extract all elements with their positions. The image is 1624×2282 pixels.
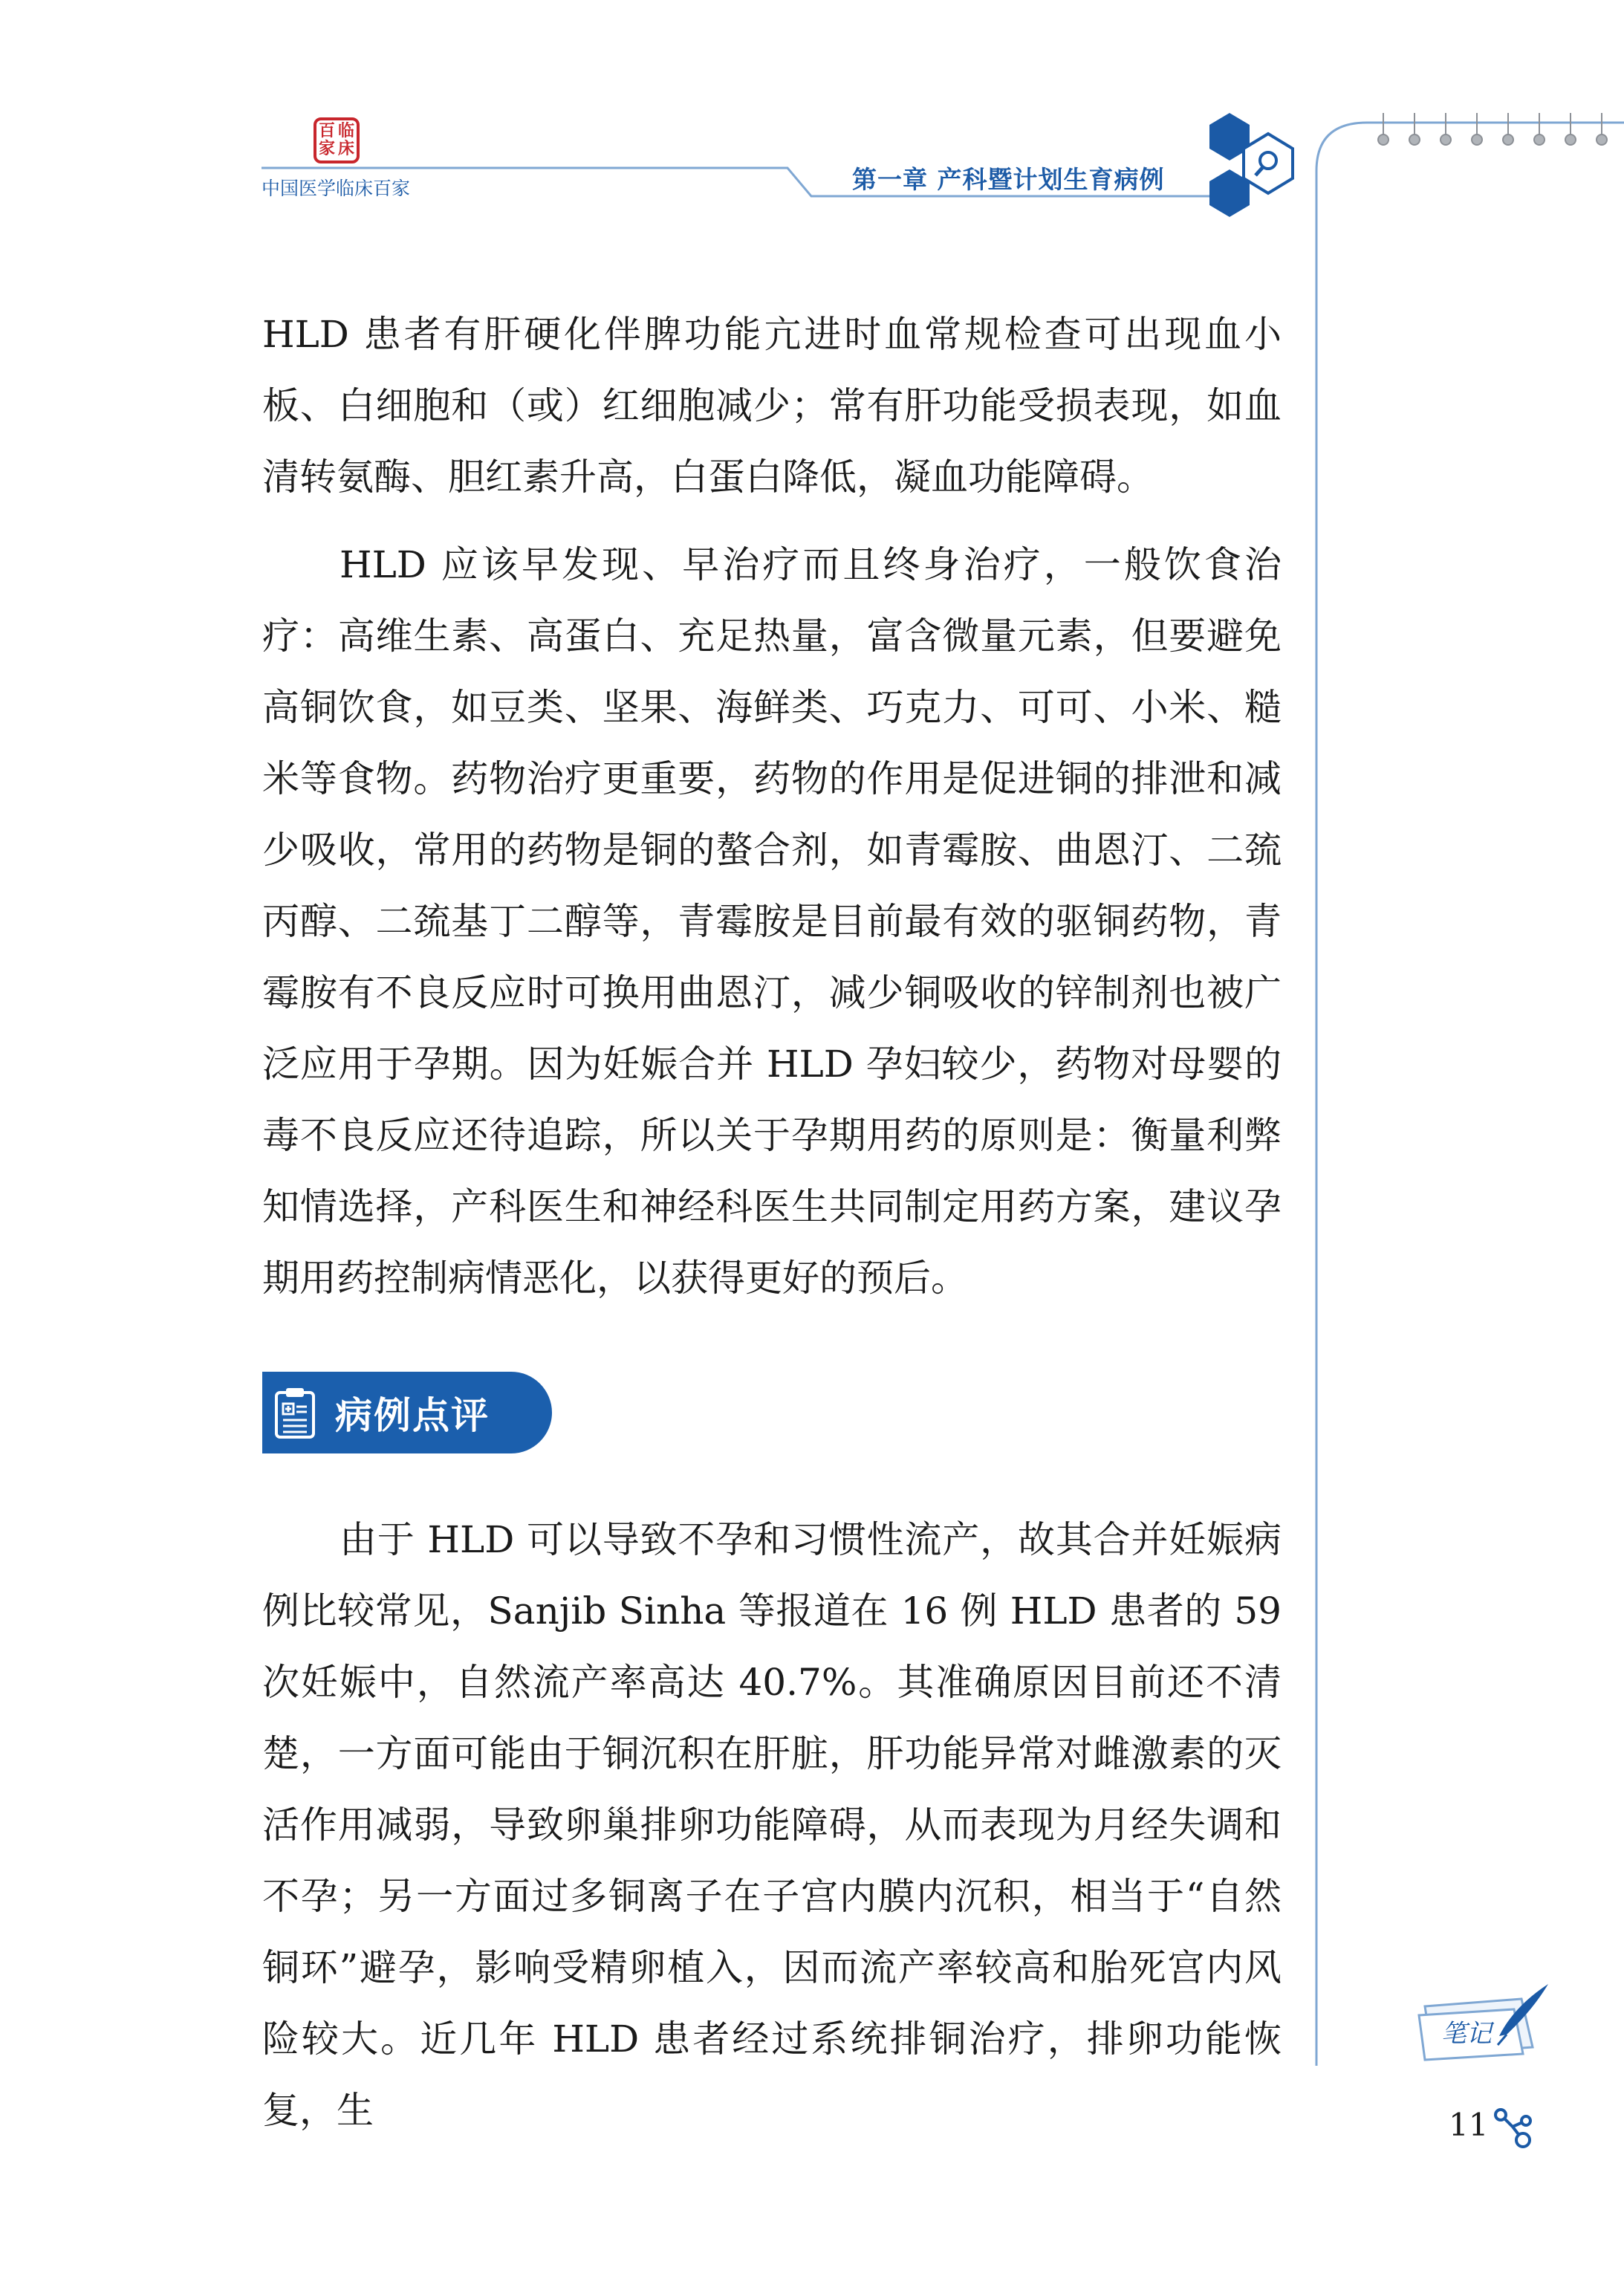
body-paragraph-1: HLD 患者有肝硬化伴脾功能亢进时血常规检查可出现血小板、白细胞和（或）红细胞减少；常有肝功能受损表现，如血清转氨酶、胆红素升高，白蛋白降低，凝血功能障碍。 (262, 313, 1282, 499)
notes-label: 笔记 (1441, 2019, 1492, 2049)
review-paragraph: 由于 HLD 可以导致不孕和习惯性流产，故其合并妊娠病例比较常见，Sanjib Sinha 等报道在 16 例 HLD 患者的 59 次妊娠中，自然流产率高达 40.7%。其准确原因目前还不清楚，一方面可能由于铜沉积在肝脏，肝功能异常对雌激素的灭活作用减弱，导致卵巢排卵功能障碍，从而表现为月经失调和不孕；另一方面过多铜离子在子宫内膜内沉积，相当于“自然铜环”避孕，影响受精卵植入，因而流产率较高和胎死宫内风险较大。近几年 HLD 患者经过系统排铜治疗，排卵功能恢复，生 (262, 1518, 1282, 2132)
magnifier-hexagon-icon (1209, 113, 1293, 217)
quill-pen-icon (1403, 1977, 1551, 2066)
notes-badge (1403, 1977, 1551, 2066)
brand-name: 中国医学临床百家 (262, 178, 411, 199)
page-number: 11 (1449, 2107, 1489, 2143)
logo-seal: 百 临 家 床 (314, 117, 360, 163)
chapter-title: 第一章 产科暨计划生育病例 (852, 165, 1165, 194)
share-nodes-icon (1490, 2104, 1536, 2150)
body-paragraph-2: HLD 应该早发现、早治疗而且终身治疗，一般饮食治疗：高维生素、高蛋白、充足热量，富含微量元素，但要避免高铜饮食，如豆类、坚果、海鲜类、巧克力、可可、小米、糙米等食物。药物治疗更重要，药物的作用是促进铜的排泄和减少吸收，常用的药物是铜的螯合剂，如青霉胺、曲恩汀、二巯丙醇、二巯基丁二醇等，青霉胺是目前最有效的驱铜药物，青霉胺有不良反应时可换用曲恩汀，减少铜吸收的锌制剂也被广泛应用于孕期。因为妊娠合并 HLD 孕妇较少，药物对母婴的毒不良反应还待追踪，所以关于孕期用药的原则是：衡量利弊知情选择，产科医生和神经科医生共同制定用药方案，建议孕期用药控制病情恶化，以获得更好的预后。 (262, 543, 1282, 1300)
margin-rule (1316, 123, 1624, 2066)
section-heading (262, 1372, 552, 1453)
clipboard-icon (273, 1386, 317, 1439)
section-title: 病例点评 (335, 1394, 490, 1437)
binder-rings (1378, 113, 1607, 145)
